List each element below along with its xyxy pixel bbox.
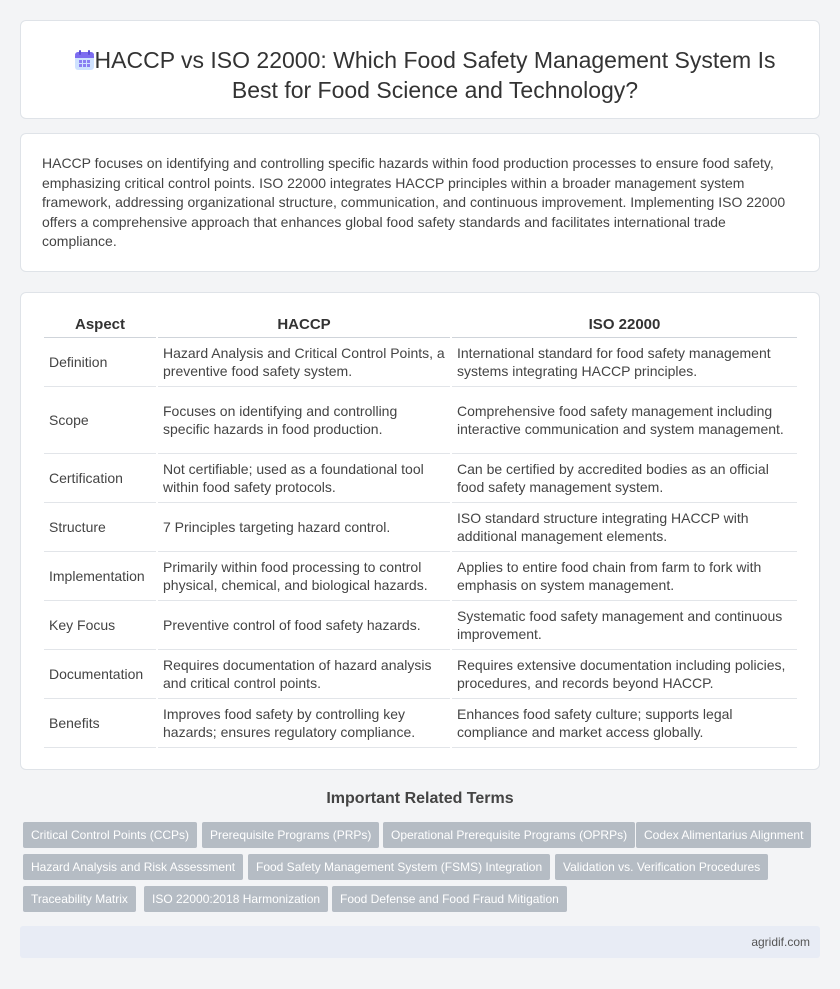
table-row	[44, 650, 797, 699]
iso-cell: International standard for food safety management systems integrating HACCP principles.	[452, 338, 797, 387]
iso-cell: Requires extensive documentation including policies, procedures, and records beyond HACCP.	[452, 650, 797, 699]
related-term-tag[interactable]: Validation vs. Verification Procedures	[555, 854, 768, 880]
related-term-tag[interactable]: Codex Alimentarius Alignment	[636, 822, 811, 848]
comparison-table	[42, 311, 799, 748]
iso-cell: Applies to entire food chain from farm to fork with emphasis on system management.	[452, 552, 797, 601]
footer	[20, 926, 820, 958]
table-row	[44, 699, 797, 748]
aspect-cell: Structure	[44, 503, 156, 552]
haccp-cell: Requires documentation of hazard analysis and critical control points.	[158, 650, 450, 699]
footer-site-link[interactable]: agridif.com	[751, 935, 810, 949]
related-term-tag[interactable]: Hazard Analysis and Risk Assessment	[23, 854, 243, 880]
related-term-tag[interactable]: ISO 22000:2018 Harmonization	[144, 886, 328, 912]
haccp-cell: Hazard Analysis and Critical Control Points, a preventive food safety system.	[158, 338, 450, 387]
table-row	[44, 601, 797, 650]
table-row	[44, 338, 797, 387]
aspect-cell: Scope	[44, 387, 156, 454]
iso-cell: Comprehensive food safety management including interactive communication and system management.	[452, 387, 797, 454]
iso-cell: Enhances food safety culture; supports legal compliance and market access globally.	[452, 699, 797, 748]
related-term-tag[interactable]: Critical Control Points (CCPs)	[23, 822, 197, 848]
intro-card	[20, 133, 820, 272]
aspect-cell: Documentation	[44, 650, 156, 699]
table-row	[44, 552, 797, 601]
related-terms-title: Important Related Terms	[326, 790, 514, 807]
related-term-tag[interactable]: Operational Prerequisite Programs (OPRPs)	[383, 822, 635, 848]
column-header-aspect: Aspect	[44, 311, 156, 338]
haccp-cell: 7 Principles targeting hazard control.	[158, 503, 450, 552]
related-term-tag[interactable]: Food Safety Management System (FSMS) Integration	[248, 854, 550, 880]
haccp-cell: Improves food safety by controlling key hazards; ensures regulatory compliance.	[158, 699, 450, 748]
column-header-iso: ISO 22000	[452, 311, 797, 338]
table-header-row	[44, 311, 797, 338]
table-row	[44, 454, 797, 503]
comparison-table-card	[20, 292, 820, 770]
aspect-cell: Key Focus	[44, 601, 156, 650]
iso-cell: Can be certified by accredited bodies as an official food safety management system.	[452, 454, 797, 503]
haccp-cell: Focuses on identifying and controlling specific hazards in food production.	[158, 387, 450, 454]
table-row	[44, 503, 797, 552]
table-row	[44, 387, 797, 454]
column-header-haccp: HACCP	[158, 311, 450, 338]
related-term-tag[interactable]: Prerequisite Programs (PRPs)	[202, 822, 379, 848]
aspect-cell: Implementation	[44, 552, 156, 601]
page-title: HACCP vs ISO 22000: Which Food Safety Management System Is Best for Food Science and Technology?	[94, 47, 776, 103]
header-card	[20, 20, 820, 119]
haccp-cell: Primarily within food processing to control physical, chemical, and biological hazards.	[158, 552, 450, 601]
iso-cell: ISO standard structure integrating HACCP with additional management elements.	[452, 503, 797, 552]
aspect-cell: Benefits	[44, 699, 156, 748]
aspect-cell: Certification	[44, 454, 156, 503]
intro-paragraph: HACCP focuses on identifying and controlling specific hazards within food production processes to ensure food safety, emphasizing critical control points. ISO 22000 integrates HACCP principles within a broader management system framework, addressing organizational structure, communication, and continuous improvement. Implementing ISO 22000 offers a comprehensive approach that enhances global food safety standards and facilitates international trade compliance.	[42, 155, 786, 249]
related-term-tag[interactable]: Traceability Matrix	[23, 886, 136, 912]
aspect-cell: Definition	[44, 338, 156, 387]
related-term-tag[interactable]: Food Defense and Food Fraud Mitigation	[332, 886, 567, 912]
iso-cell: Systematic food safety management and continuous improvement.	[452, 601, 797, 650]
haccp-cell: Preventive control of food safety hazards.	[158, 601, 450, 650]
haccp-cell: Not certifiable; used as a foundational tool within food safety protocols.	[158, 454, 450, 503]
